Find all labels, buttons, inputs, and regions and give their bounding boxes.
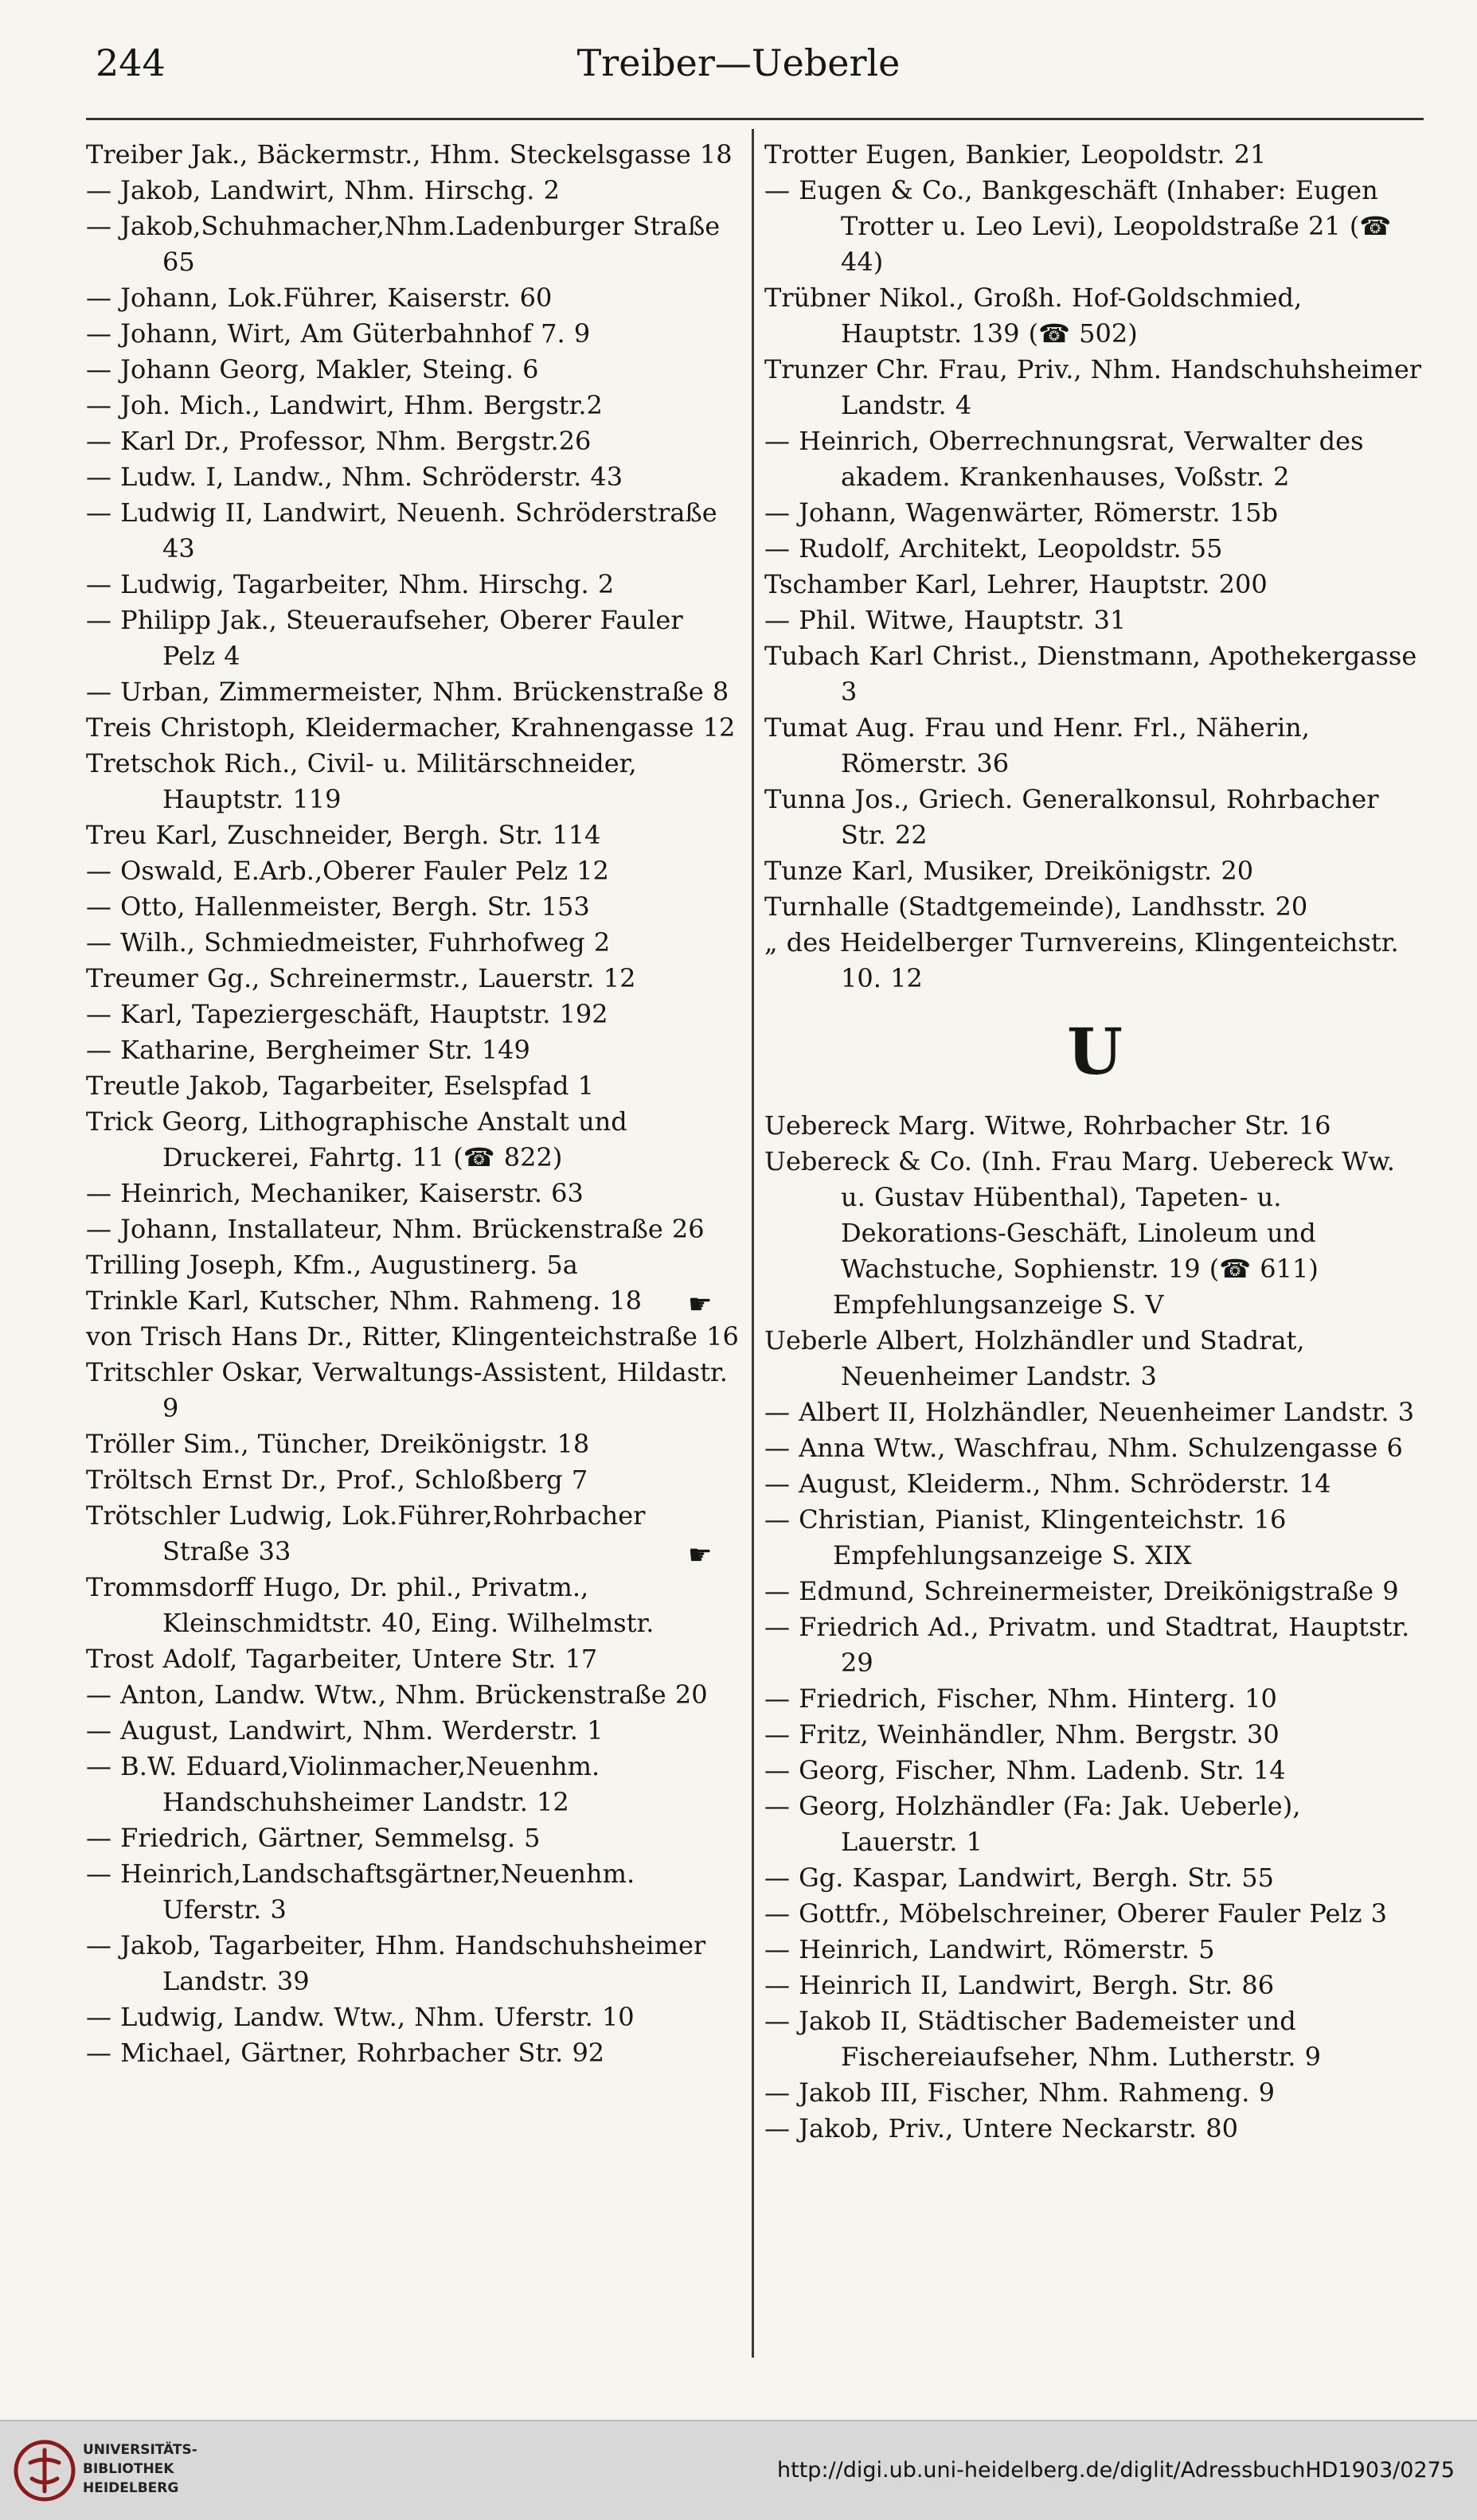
entry-text: — Heinrich,Landschaftsgärtner,Neuenhm. Uferstr. 3 [86,1859,635,1925]
directory-entry [764,2075,1425,2111]
directory-entry [764,2003,1425,2075]
directory-entry [86,817,739,853]
entry-text: — Heinrich II, Landwirt, Bergh. Str. 86 [764,1970,1275,2000]
entry-text: Trunzer Chr. Frau, Priv., Nhm. Handschuhsheimer Landstr. 4 [764,354,1422,420]
footer-bar [0,2420,1477,2520]
directory-entry [86,710,739,746]
entry-text: Uebereck & Co. (Inh. Frau Marg. Uebereck Ww. u. Gustav Hübenthal), Tapeten- u. Dekorations-Geschäft, Linoleum und Wachstuche, Sophienstr. 19 (☎ 611) [764,1146,1395,1284]
entry-text: Trick Georg, Lithographische Anstalt und Druckerei, Fahrtg. 11 (☎ 822) [86,1106,627,1172]
entry-text: Empfehlungsanzeige S. V [833,1289,1164,1320]
directory-entry [764,1860,1425,1896]
entry-text: — August, Kleiderm., Nhm. Schröderstr. 14 [764,1469,1331,1499]
entry-text: — Rudolf, Architekt, Leopoldstr. 55 [764,533,1223,564]
entry-text: — Heinrich, Landwirt, Römerstr. 5 [764,1934,1215,1964]
entry-text: — Christian, Pianist, Klingenteichstr. 16 [764,1504,1287,1535]
directory-entry [688,1287,1425,1323]
directory-entry [86,173,739,209]
entry-text: Ueberle Albert, Holzhändler und Stadrat, Neuenheimer Landstr. 3 [764,1325,1305,1391]
directory-entry [764,1932,1425,1968]
entry-text: Tritschler Oskar, Verwaltungs-Assistent, Hildastr. 9 [86,1357,728,1423]
directory-entry [86,1856,739,1928]
entry-text: Tubach Karl Christ., Dienstmann, Apothekergasse 3 [764,641,1417,707]
directory-entry [764,1789,1425,1860]
directory-entry [86,209,739,280]
directory-entry [764,603,1425,638]
directory-entry [86,1641,739,1677]
directory-entry [86,1570,739,1641]
library-name: UNIVERSITÄTS- BIBLIOTHEK HEIDELBERG [83,2442,197,2496]
entry-text: Tumat Aug. Frau und Henr. Frl., Näherin, Römerstr. 36 [764,712,1310,778]
directory-entry [86,746,739,817]
entry-text: — Oswald, E.Arb.,Oberer Fauler Pelz 12 [86,856,609,886]
directory-entry [764,531,1425,567]
directory-entry [86,997,739,1032]
entry-text: Empfehlungsanzeige S. XIX [833,1540,1192,1570]
entry-text: Tunze Karl, Musiker, Dreikönigstr. 20 [764,856,1254,886]
entry-text: Trost Adolf, Tagarbeiter, Untere Str. 17 [86,1644,598,1674]
directory-entry [764,2111,1425,2147]
entry-text: — Jakob, Tagarbeiter, Hhm. Handschuhsheimer Landstr. 39 [86,1930,706,1996]
entry-text: — Johann Georg, Makler, Steing. 6 [86,354,539,384]
entry-text: — Ludwig, Tagarbeiter, Nhm. Hirschg. 2 [86,569,615,599]
entry-text: — Joh. Mich., Landwirt, Hhm. Bergstr.2 [86,390,603,420]
directory-entry [86,1176,739,1211]
entry-text: Trübner Nikol., Großh. Hof-Goldschmied, Hauptstr. 139 (☎ 502) [764,283,1303,349]
source-url[interactable]: http://digi.ub.uni-heidelberg.de/diglit/AdressbuchHD1903/0275 [777,2458,1455,2483]
entry-text: — Georg, Fischer, Nhm. Ladenb. Str. 14 [764,1755,1286,1785]
directory-entry [86,1032,739,1068]
directory-entry [764,495,1425,531]
entry-text: Treumer Gg., Schreinermstr., Lauerstr. 12 [86,963,636,993]
directory-entry [764,638,1425,710]
entry-text: Trinkle Karl, Kutscher, Nhm. Rahmeng. 18 [86,1285,643,1316]
directory-entry [86,1928,739,1999]
entry-text: — Urban, Zimmermeister, Nhm. Brückenstraße 8 [86,677,729,707]
directory-entry [764,1968,1425,2003]
directory-entry [86,1283,739,1319]
directory-entry [86,1713,739,1749]
entry-text: — Ludwig, Landw. Wtw., Nhm. Uferstr. 10 [86,2002,635,2032]
entry-text: — Heinrich, Mechaniker, Kaiserstr. 63 [86,1178,584,1208]
directory-entry [86,889,739,925]
entry-text: „ des Heidelberger Turnvereins, Klingenteichstr. 10. 12 [764,927,1399,993]
entry-text: — Johann, Wagenwärter, Römerstr. 15b [764,497,1278,528]
entry-text: — Friedrich Ad., Privatm. und Stadtrat, Hauptstr. 29 [764,1612,1410,1678]
directory-entry [764,1502,1425,1538]
entry-text: — B.W. Eduard,Violinmacher,Neuenhm. Handschuhsheimer Landstr. 12 [86,1751,600,1817]
entry-text: — Wilh., Schmiedmeister, Fuhrhofweg 2 [86,927,611,958]
directory-entry [764,1609,1425,1681]
entry-text: — August, Landwirt, Nhm. Werderstr. 1 [86,1715,604,1746]
entry-text: — Ludwig II, Landwirt, Neuenh. Schröderstraße 43 [86,497,717,564]
entry-text: Tschamber Karl, Lehrer, Hauptstr. 200 [764,569,1268,599]
entry-text: — Anton, Landw. Wtw., Nhm. Brückenstraße 20 [86,1679,708,1710]
university-seal-icon [13,2439,76,2502]
directory-entry [86,603,739,674]
directory-entry [764,280,1425,352]
entry-text: Treu Karl, Zuschneider, Bergh. Str. 114 [86,820,601,850]
directory-entry [86,1068,739,1104]
entry-text: von Trisch Hans Dr., Ritter, Klingenteichstraße 16 [86,1321,739,1352]
right-entries-t [764,137,1425,997]
directory-entry [86,567,739,603]
entry-text: Uebereck Marg. Witwe, Rohrbacher Str. 16 [764,1110,1331,1141]
directory-entry [86,1355,739,1426]
entry-text: Turnhalle (Stadtgemeinde), Landhsstr. 20 [764,891,1308,922]
directory-entry [764,853,1425,889]
directory-entry [86,423,739,459]
entry-text: — Friedrich, Gärtner, Semmelsg. 5 [86,1823,541,1853]
entry-text: Treiber Jak., Bäckermstr., Hhm. Steckelsgasse 18 [86,139,733,170]
directory-entry [86,280,739,316]
section-letter: U [1067,1014,1123,1089]
directory-entry [86,1211,739,1247]
directory-entry [86,853,739,889]
directory-entry [764,1753,1425,1789]
directory-entry [86,495,739,567]
pointing-hand-icon: ☛ [688,1539,713,1571]
directory-entry [764,1430,1425,1466]
directory-entry [86,1426,739,1462]
entry-text: Treutle Jakob, Tagarbeiter, Eselspfad 1 [86,1071,594,1101]
entry-text: — Eugen & Co., Bankgeschäft (Inhaber: Eugen Trotter u. Leo Levi), Leopoldstraße 21 (☎ 44) [764,175,1392,277]
directory-entry [764,137,1425,173]
directory-entry [86,1820,739,1856]
right-column [688,137,1425,2147]
entry-text: — Jakob, Landwirt, Nhm. Hirschg. 2 [86,175,560,205]
page-number: 244 [96,41,166,84]
entry-text: — Katharine, Bergheimer Str. 149 [86,1035,530,1065]
entry-text: — Fritz, Weinhändler, Nhm. Bergstr. 30 [764,1719,1280,1750]
directory-entry [764,423,1425,495]
directory-entry [86,1247,739,1283]
entry-text: — Albert II, Holzhändler, Neuenheimer Landstr. 3 [764,1397,1415,1427]
directory-entry [764,173,1425,280]
directory-entry [764,710,1425,782]
entry-text: Trommsdorff Hugo, Dr. phil., Privatm., Kleinschmidtstr. 40, Eing. Wilhelmstr. [86,1572,654,1638]
entry-text: — Karl, Tapeziergeschäft, Hauptstr. 192 [86,999,608,1029]
directory-entry [764,1896,1425,1932]
entry-text: — Friedrich, Fischer, Nhm. Hinterg. 10 [764,1683,1277,1714]
entry-text: Trötschler Ludwig, Lok.Führer,Rohrbacher Straße 33 [86,1500,646,1566]
directory-entry [764,925,1425,997]
running-head: Treiber—Ueberle [576,41,901,84]
left-column [86,137,739,2071]
entry-text: — Johann, Wirt, Am Güterbahnhof 7. 9 [86,318,591,349]
entry-text: Tröltsch Ernst Dr., Prof., Schloßberg 7 [86,1465,588,1495]
directory-entry [764,1395,1425,1430]
entry-text: Tröller Sim., Tüncher, Dreikönigstr. 18 [86,1429,590,1459]
entry-text: — Philipp Jak., Steueraufseher, Oberer Fauler Pelz 4 [86,605,683,671]
entry-text: — Gottfr., Möbelschreiner, Oberer Fauler Pelz 3 [764,1898,1388,1929]
entry-text: — Karl Dr., Professor, Nhm. Bergstr.26 [86,426,592,456]
directory-entry [764,1717,1425,1753]
directory-entry [764,352,1425,423]
directory-entry [86,1462,739,1498]
entry-text: — Jakob, Priv., Untere Neckarstr. 80 [764,2113,1238,2144]
directory-entry [764,1574,1425,1609]
directory-entry [86,925,739,961]
right-entries-u [688,1108,1425,2147]
entry-text: — Ludw. I, Landw., Nhm. Schröderstr. 43 [86,462,623,492]
entry-text: — Jakob III, Fischer, Nhm. Rahmeng. 9 [764,2077,1275,2108]
directory-entry [86,316,739,352]
directory-entry [764,1681,1425,1717]
directory-entry [86,674,739,710]
entry-text: — Jakob,Schuhmacher,Nhm.Ladenburger Straße 65 [86,211,721,277]
directory-entry [86,1498,739,1570]
pointing-hand-icon: ☛ [688,1289,713,1320]
entry-text: — Jakob II, Städtischer Bademeister und Fischereiaufseher, Nhm. Lutherstr. 9 [764,2006,1321,2072]
directory-entry [764,1144,1425,1287]
entry-text: Trotter Eugen, Bankier, Leopoldstr. 21 [764,139,1267,170]
entry-text: — Michael, Gärtner, Rohrbacher Str. 92 [86,2038,605,2068]
directory-entry [86,1104,739,1176]
directory-entry [86,1677,739,1713]
directory-entry [86,961,739,997]
entry-text: Tunna Jos., Griech. Generalkonsul, Rohrbacher Str. 22 [764,784,1379,850]
directory-entry [764,567,1425,603]
entry-text: Trilling Joseph, Kfm., Augustinerg. 5a [86,1250,578,1280]
directory-entry [86,459,739,495]
directory-entry [764,889,1425,925]
directory-entry [764,1108,1425,1144]
entry-text: — Georg, Holzhändler (Fa: Jak. Ueberle), Lauerstr. 1 [764,1791,1301,1857]
directory-entry [764,1323,1425,1395]
directory-entry [688,1538,1425,1574]
directory-entry [86,2035,739,2071]
entry-text: — Johann, Installateur, Nhm. Brückenstraße 26 [86,1214,705,1244]
entry-text: Treis Christoph, Kleidermacher, Krahnengasse 12 [86,712,736,743]
column-divider [752,129,754,2358]
entry-text: — Phil. Witwe, Hauptstr. 31 [764,605,1127,635]
directory-entry [86,137,739,173]
entry-text: Tretschok Rich., Civil- u. Militärschneider, Hauptstr. 119 [86,748,637,814]
entry-text: — Heinrich, Oberrechnungsrat, Verwalter des akadem. Krankenhauses, Voßstr. 2 [764,426,1364,492]
directory-entry [764,1466,1425,1502]
entry-text: — Otto, Hallenmeister, Bergh. Str. 153 [86,891,590,922]
directory-entry [86,1319,739,1355]
entry-text: — Anna Wtw., Waschfrau, Nhm. Schulzengasse 6 [764,1433,1403,1463]
directory-entry [86,1749,739,1820]
directory-entry [86,388,739,423]
entry-text: — Gg. Kaspar, Landwirt, Bergh. Str. 55 [764,1863,1275,1893]
directory-entry [86,1999,739,2035]
directory-entry [764,782,1425,853]
entry-text: — Johann, Lok.Führer, Kaiserstr. 60 [86,283,553,313]
header-rule [86,118,1424,120]
directory-entry [86,352,739,388]
entry-text: — Edmund, Schreinermeister, Dreikönigstraße 9 [764,1576,1399,1606]
